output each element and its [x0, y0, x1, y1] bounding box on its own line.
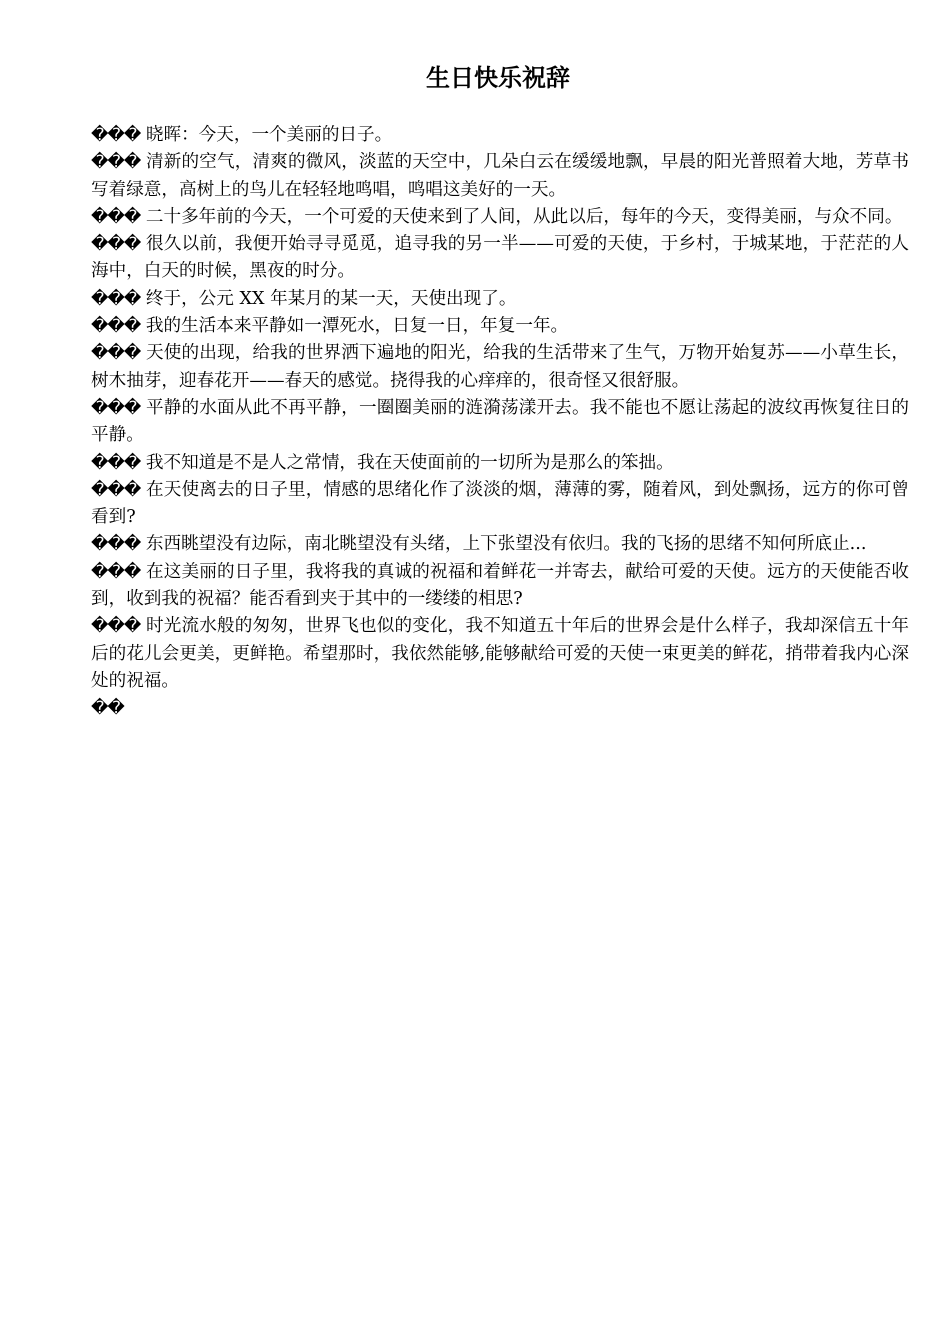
paragraph-marker: ��� [91, 616, 141, 637]
paragraph-text: 晓晖：今天，一个美丽的日子。 [145, 125, 393, 145]
paragraph-text: 清新的空气，清爽的微风，淡蓝的天空中，几朵白云在缓缓地飘，早晨的阳光普照着大地，芳草书写着绿意，高树上的鸟儿在轻轻地鸣唱，鸣唱这美好的一天。 [91, 152, 909, 200]
paragraph-1 [91, 122, 909, 149]
paragraph-marker: ��� [91, 316, 141, 337]
paragraph-marker: ��� [91, 534, 141, 555]
paragraph-marker: ��� [91, 343, 141, 364]
paragraph-marker: ��� [91, 452, 141, 473]
paragraph-11 [91, 531, 909, 558]
paragraph-text: 时光流水般的匆匆，世界飞也似的变化，我不知道五十年后的世界会是什么样子，我却深信五十年后的花儿会更美，更鲜艳。希望那时，我依然能够,能够献给可爱的天使一束更美的鲜花，捎带着我内心深处的祝福。 [91, 616, 909, 691]
paragraph-marker: ��� [91, 561, 141, 582]
paragraph-13 [91, 613, 909, 695]
paragraph-text: 很久以前，我便开始寻寻觅觅，追寻我的另一半——可爱的天使，于乡村，于城某地，于茫茫的人海中，白天的时候，黑夜的时分。 [91, 234, 909, 282]
paragraph-text: 平静的水面从此不再平静，一圈圈美丽的涟漪荡漾开去。我不能也不愿让荡起的波纹再恢复往日的平静。 [91, 397, 909, 446]
paragraph-marker: ��� [91, 152, 141, 173]
paragraph-marker: ��� [91, 479, 141, 500]
document-title: 生日快乐祝辞 [426, 64, 570, 92]
paragraph-text: 在天使离去的日子里，情感的思绪化作了淡淡的烟，薄薄的雾，随着风，到处飘扬，远方的你可曾看到? [91, 479, 909, 528]
paragraph-text: 东西眺望没有边际，南北眺望没有头绪，上下张望没有依归。我的飞扬的思绪不知何所底止... [145, 534, 867, 555]
document-body [91, 122, 909, 723]
trailing-marker-line [91, 695, 909, 722]
paragraph-8 [91, 395, 909, 450]
paragraph-6 [91, 313, 909, 340]
paragraph-text: 终于，公元 XX 年某月的某一天，天使出现了。 [145, 288, 517, 309]
paragraph-3 [91, 204, 909, 231]
paragraph-text: 在这美丽的日子里，我将我的真诚的祝福和着鲜花一并寄去，献给可爱的天使。远方的天使能否收到，收到我的祝福？能否看到夹于其中的一缕缕的相思? [91, 561, 909, 610]
paragraph-7 [91, 340, 909, 395]
paragraph-marker: ��� [91, 125, 141, 145]
paragraph-4 [91, 231, 909, 286]
paragraph-12 [91, 559, 909, 614]
paragraph-5 [91, 286, 909, 313]
paragraph-9 [91, 450, 909, 477]
paragraph-marker: ��� [91, 206, 141, 227]
paragraph-text: 天使的出现，给我的世界洒下遍地的阳光，给我的生活带来了生气，万物开始复苏——小草生长，树木抽芽，迎春花开——春天的感觉。挠得我的心痒痒的，很奇怪又很舒服。 [91, 343, 909, 391]
paragraph-text: 我不知道是不是人之常情，我在天使面前的一切所为是那么的笨拙。 [145, 452, 674, 473]
paragraph-text: 我的生活本来平静如一潭死水，日复一日，年复一年。 [145, 316, 569, 337]
paragraph-10 [91, 477, 909, 532]
paragraph-marker: ��� [91, 234, 141, 255]
paragraph-2 [91, 149, 909, 204]
trailing-marker: �� [91, 698, 124, 719]
paragraph-marker: ��� [91, 397, 141, 418]
paragraph-marker: ��� [91, 288, 141, 309]
paragraph-text: 二十多年前的今天，一个可爱的天使来到了人间，从此以后，每年的今天，变得美丽，与众不同。 [145, 206, 903, 227]
